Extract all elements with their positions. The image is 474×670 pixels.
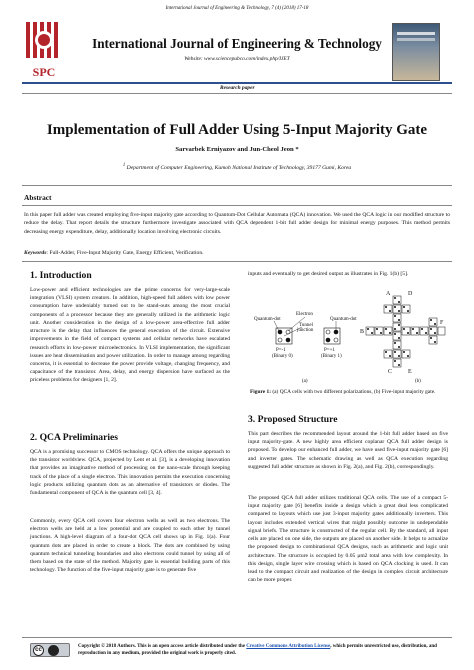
figure-1-caption — [250, 389, 446, 397]
section-heading-introduction: 1. Introduction — [30, 270, 92, 281]
paper-affiliation — [20, 163, 454, 171]
input-label-c: C — [388, 369, 393, 375]
proposed-body-1: This part describes the recommended layout around the 1-bit full adder based on five input majority-gate. A new highly area efficient coplanar QCA full adder design is proposed. To develop our enhanced full adder, we have used five-input majority gate [6] and inverter gates. The schematic drawing as well as QCA execution regarding suggested full adder structure as shown in Fig. 2(a), and Fig. 2(b), correspondingly. — [248, 431, 448, 470]
copyright-notice — [78, 643, 452, 657]
journal-title: International Journal of Engineering & Technology — [92, 36, 382, 51]
header-rule-thin — [22, 93, 452, 94]
junction-label: junction — [297, 328, 314, 333]
subfigure-a-label: (a) — [302, 379, 308, 384]
copyright-text-2: , which permits unrestricted use, distribution, and reproduction in any medium, provided the original work is properly cited. — [78, 644, 437, 656]
binary-1-label: (Binary 1) — [321, 354, 342, 359]
qca-body-1: QCA is a promising successor to CMOS technology. QCA offers the unique approach to the transistor worldview. QCA, projected by Lent et al. [3], is a developing innovation that provides an imaginative method of processing on the nano-scale through keeping track of the place of a single electron. This innovation permits the execution concerning logic products utilizing quantum dots as an alternative of transistors or diodes. The fundamental component of QCA is the quantum cell [3, 4]. — [30, 449, 230, 497]
section-heading-proposed-structure: 3. Proposed Structure — [248, 414, 338, 425]
proposed-body-2: The proposed QCA full adder utilizes traditional QCA cells. The use of a compact 5-input majority gate [6] benefits inside a design which a great deal less complicated compared to layouts which use just 3-input majority gates additionally inverters. This layout includes extended vertical wires that might possibly outcome in undependable signal briefs. The structure is constructed of the regular cell. By the standard, all input cells are placed on one side, the outputs are placed on another side. It helps to actualize the proposed design to combinational QCA designs, such as arithmetic and logic unit architecture. The structure is occupied by 0.05 μm2 total area with low complexity. In this design, single layer wire crossing which is based on QCA clocking is used. It can lead to the compact circuit and realization of the design in complex circuit architecture can be more proper. — [248, 495, 448, 584]
journal-website[interactable]: Website: www.sciencepubco.com/index.php/IJET — [184, 56, 290, 62]
polarization-pos-label: P=+1 — [324, 348, 335, 353]
paper-authors: Sarvarbek Erniyazov and Jun-Cheol Jeon * — [175, 146, 299, 153]
license-link[interactable]: Creative Commons Attribution License — [246, 644, 331, 649]
majority-gate-cells — [366, 296, 445, 367]
input-label-e: E — [408, 369, 412, 375]
cc-license-badge[interactable] — [30, 643, 70, 657]
affiliation-mark: 1 — [122, 163, 126, 168]
paper-title: Implementation of Full Adder Using 5-Input Majority Gate — [46, 122, 428, 138]
footer-rule — [22, 637, 452, 638]
paper-type: Research paper — [220, 85, 255, 91]
figure-caption-text: (a) QCA cells with two different polarizations, (b) Five-input majority gate. — [271, 389, 436, 395]
journal-cover-image — [392, 23, 440, 81]
input-label-a: A — [386, 291, 391, 297]
attribution-icon — [48, 645, 59, 656]
introduction-body: Low-power and efficient technologies are the prime concerns for very-large-scale integration (VLSI) system creators. In addition, high-speed full adders with low power consumption have undeniably turned out to be stand-outs among the most crucial components of a processor because they are generally utilized in the arithmetic logic unit. Another consideration in the design of a low-power area-effective full adder structure is the delay that influences the general execution of the circuit. Extensive improvements in the field of compact systems and cellular networks have escalated research efforts in low-power microelectronics. In VLSI implementation, the significant issues are heat dissemination and power utilization. In order to manage among regarding concerns, it is essential to decrease the power provide voltage, changing frequency, and capacitance of the transistor. Area, delay, and energy dispersion have surfaced as the priceless problems for designers [1, 2]. — [30, 287, 230, 384]
abstract-rule-mid — [22, 205, 452, 206]
right-column-continuation: inputs and eventually to get desired output as illustrates in Fig. 1(b) [5]. — [248, 271, 409, 277]
logo-text: SPC — [32, 65, 56, 79]
electron-label: Electron — [296, 312, 313, 317]
qca-body-2: Commonly, every QCA cell covers four electron wells as well as two electrons. The electron wells are held at a low potential and are coupled to each other by tunnel junctions. A high-level diagram of a four-dot QCA cell shows up in Fig. 1(a). Four quantum dots are placed in order to create a block. The dots are combined by using quantum technical tunneling boundaries and also electrons could tunnel by using all of them based on the state of the method. Majority gate is essential building parts of this technology. The function of the five-input majority gate is to generate five — [30, 518, 230, 574]
input-label-b: B — [360, 329, 365, 335]
qca-cell-binary-1 — [324, 328, 340, 344]
abstract-heading: Abstract — [24, 193, 52, 202]
header-rule — [22, 82, 452, 84]
input-label-d: D — [408, 291, 413, 297]
abstract-body: In this paper full adder was created employing five-input majority gate according to Quantum-Dot Cellular Automata (QCA) innovation. We used the QCA logic in our modified structure to reduce the delay. That report details the structure furthermore investigate associated with QCA dependent 1-bit full adder design for minimal energy purposes. This method permits decreasing energy expenditure, delay, additionally location involving electronic circuits. — [24, 212, 450, 235]
spc-logo — [22, 20, 66, 82]
section-heading-qca: 2. QCA Preliminaries — [30, 432, 119, 443]
journal-citation-line: International Journal of Engineering & Technology, 7 (4) (2018) 17-18 — [165, 6, 309, 11]
keywords-text: : Full-Adder, Five-Input Majority Gate, Energy Efficient, Verification. — [46, 250, 204, 256]
affiliation-text: Department of Computer Engineering, Kumoh National Institute of Technology, 39177 Gumi, Korea — [126, 164, 352, 171]
quantum-dot-label-right: Quantum-dot — [330, 317, 357, 322]
output-label-f: F — [440, 320, 444, 326]
polarization-neg-label: P=-1 — [276, 348, 286, 353]
copyright-text-1: Copyright © 2018 Authors. This is an open access article distributed under the — [78, 644, 247, 649]
figure-caption-label: Figure 1: — [250, 389, 272, 395]
figure-1 — [250, 290, 446, 386]
subfigure-b-label: (b) — [415, 379, 421, 384]
keywords-label: Keywords — [24, 250, 47, 256]
quantum-dot-label-left: Quantum-dot — [254, 317, 281, 322]
abstract-rule-bottom — [22, 261, 452, 262]
keywords — [24, 250, 450, 256]
abstract-rule-top — [22, 185, 452, 186]
cc-icon: cc — [33, 645, 44, 656]
binary-0-label: (Binary 0) — [272, 354, 293, 359]
tunnel-label: Tunnel — [299, 323, 313, 328]
